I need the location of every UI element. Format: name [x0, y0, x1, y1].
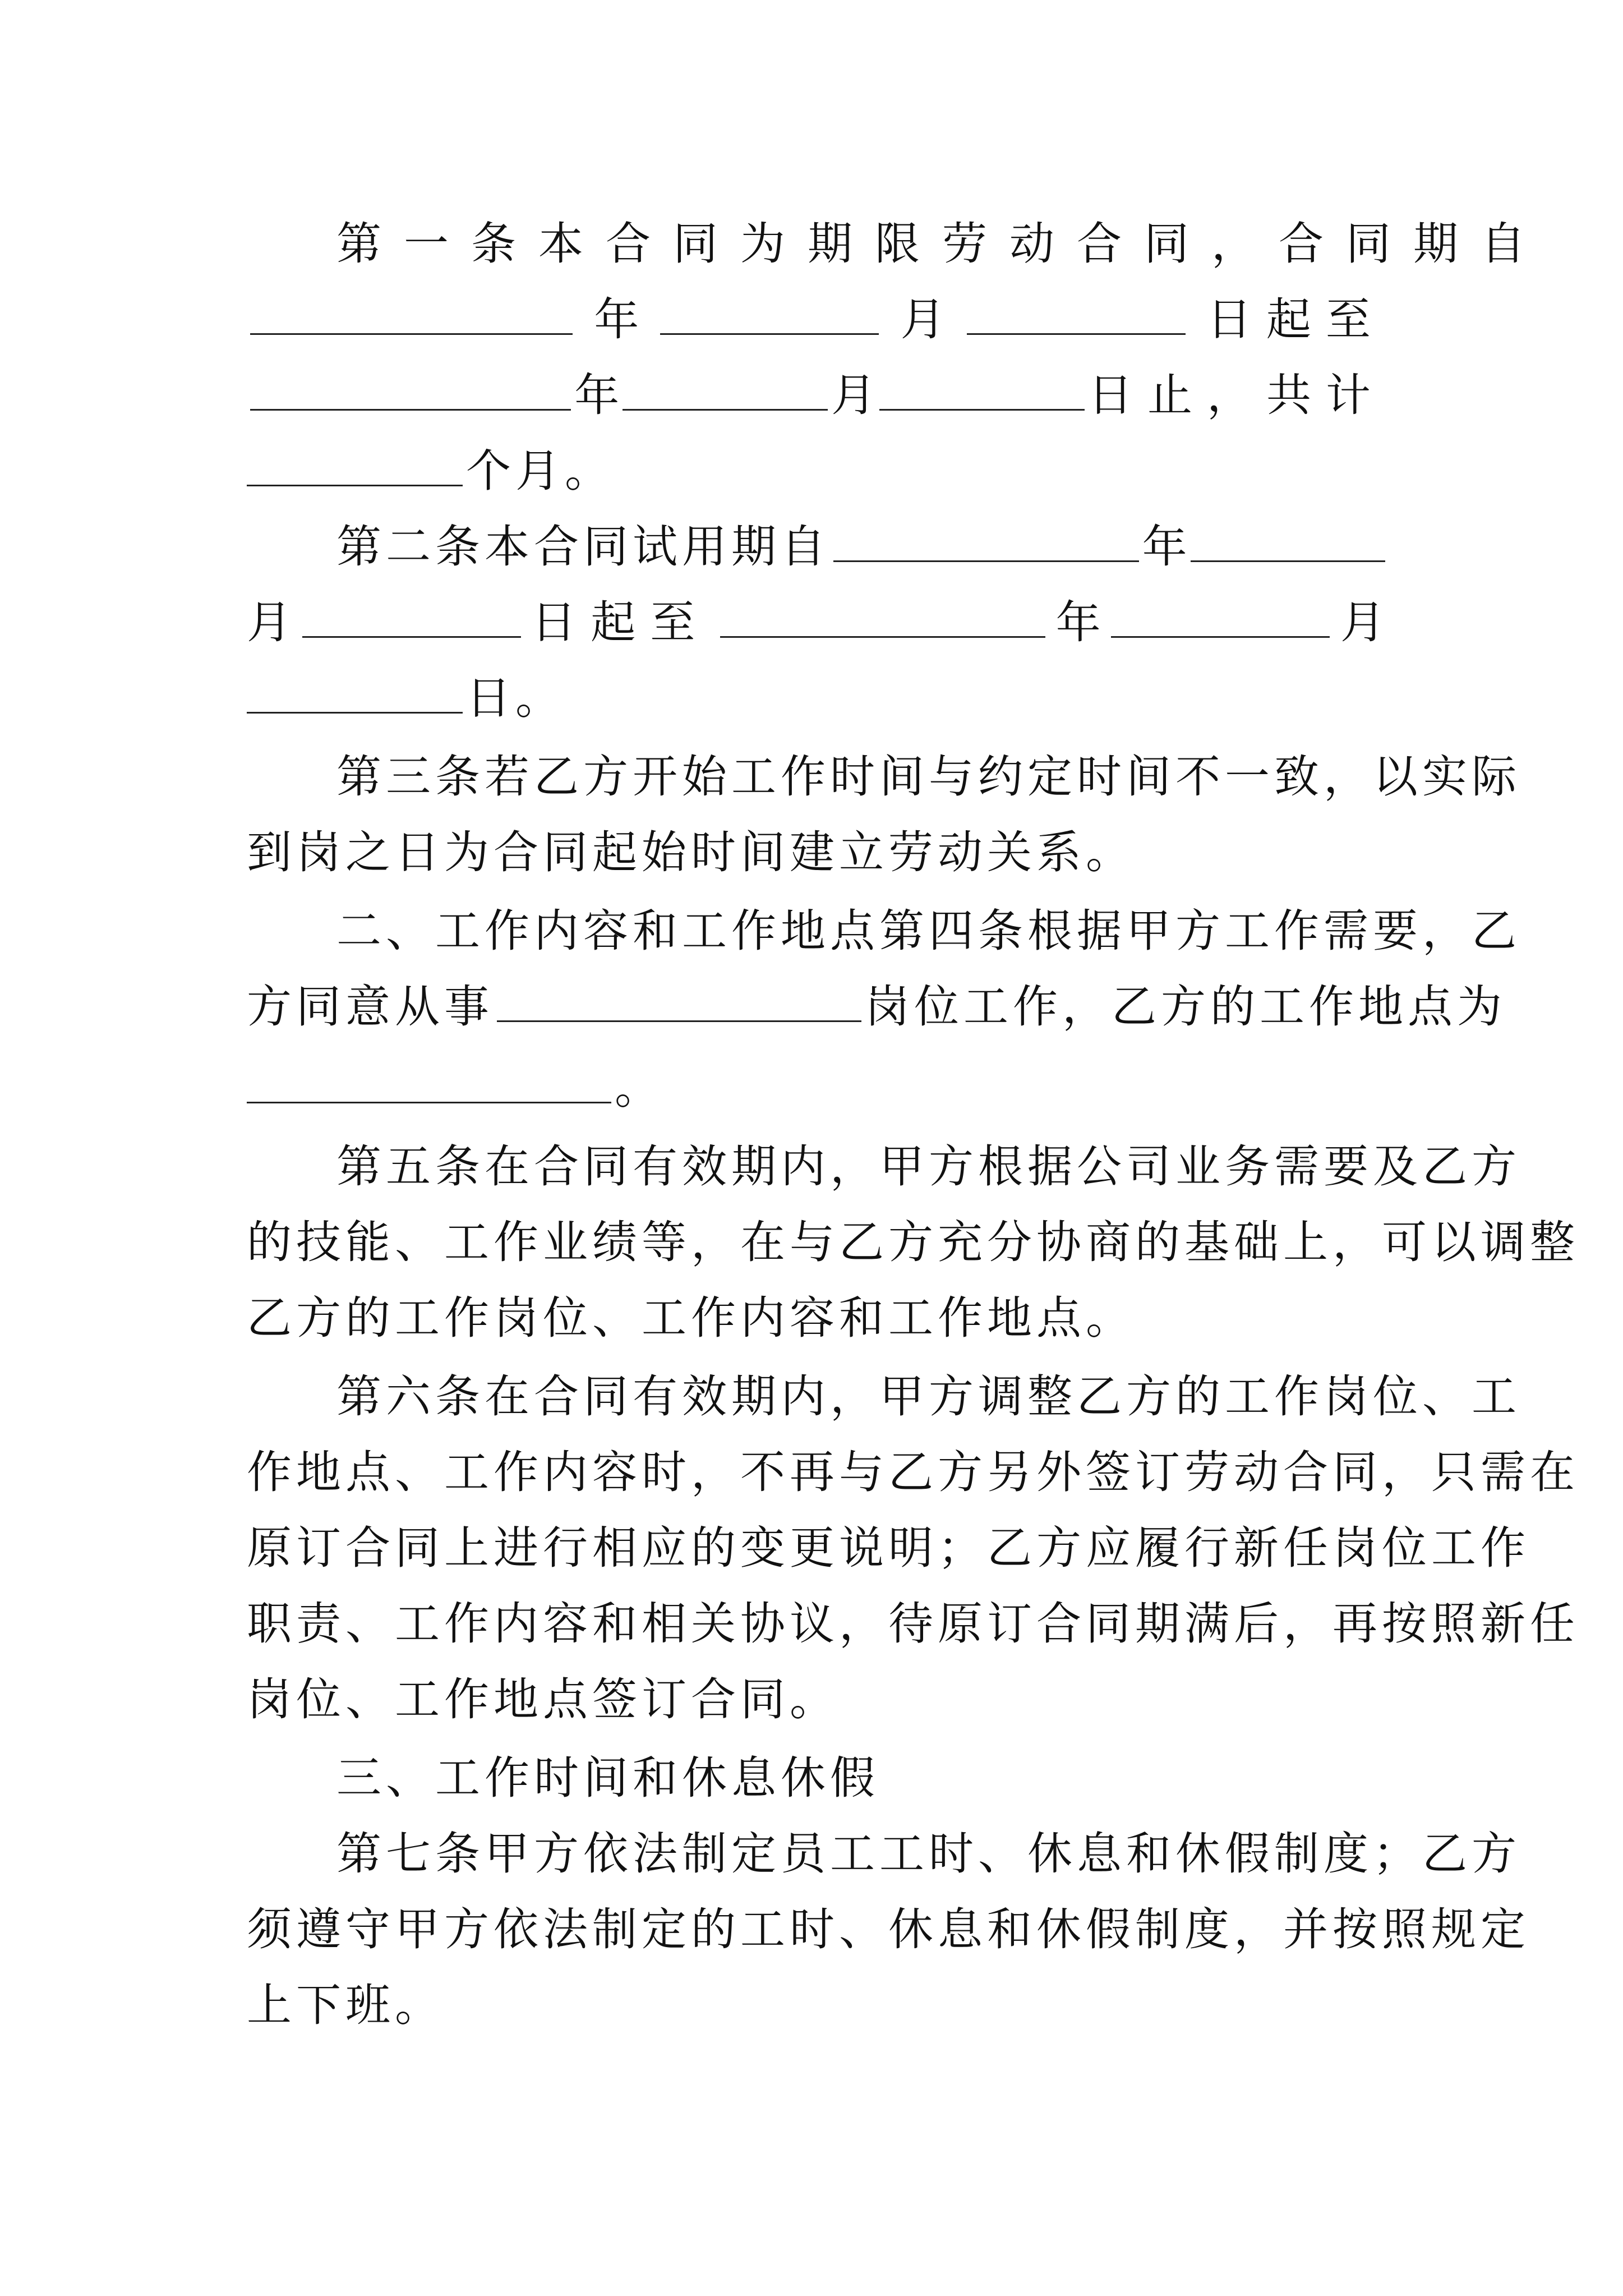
para-3-line-2: 到岗之日为合同起始时间建立劳动关系。	[247, 826, 1135, 878]
blank-start-month[interactable]	[660, 294, 879, 335]
para-4-line-3	[247, 1055, 1385, 1122]
section-heading-work-hours: 三、工作时间和休息休假	[336, 1752, 879, 1804]
blank-trial-end-year[interactable]	[720, 597, 1045, 638]
label-year: 年	[1055, 596, 1101, 648]
para-5-line-3: 乙方的工作岗位、工作内容和工作地点。	[247, 1292, 1135, 1344]
blank-trial-start-year[interactable]	[833, 521, 1139, 562]
para-5-line-1: 第五条在合同有效期内，甲方根据公司业务需要及乙方	[336, 1140, 1521, 1193]
label-day-start: 日起至	[1206, 293, 1385, 346]
para-6-line-1: 第六条在合同有效期内，甲方调整乙方的工作岗位、工	[336, 1370, 1521, 1423]
label-day-end: 日止，共计	[1088, 369, 1386, 421]
para-4-lead: 方同意从事	[247, 981, 494, 1033]
label-year: 年	[574, 369, 620, 421]
para-6-line-4: 职责、工作内容和相关协议，待原订合同期满后，再按照新任	[247, 1598, 1579, 1650]
blank-trial-start-day[interactable]	[302, 597, 521, 638]
para-3-line-1: 第三条若乙方开始工作时间与约定时间不一致，以实际	[336, 751, 1521, 803]
para-2-line-2	[247, 589, 1385, 656]
para-1-line-3	[247, 362, 1385, 429]
para-1-line-4	[247, 438, 1385, 505]
blank-trial-end-day[interactable]	[247, 673, 463, 714]
para-6-line-2: 作地点、工作内容时，不再与乙方另外签订劳动合同，只需在	[247, 1446, 1579, 1498]
blank-end-day[interactable]	[879, 370, 1085, 411]
para-1-line-2	[247, 286, 1385, 353]
para-8-line-3: 上下班。	[247, 1979, 444, 2031]
para-5-line-2: 的技能、工作业绩等，在与乙方充分协商的基础上，可以调整	[247, 1216, 1579, 1268]
para-6-line-3: 原订合同上进行相应的变更说明；乙方应履行新任岗位工作	[247, 1522, 1530, 1574]
blank-trial-start-month[interactable]	[1191, 521, 1385, 562]
label-year: 年	[594, 293, 639, 346]
para-1-line-1: 第一条本合同为期限劳动合同，合同期自	[336, 218, 1548, 270]
blank-start-day[interactable]	[967, 294, 1186, 335]
para-4-end: 。	[615, 1062, 664, 1114]
para-2-line-1	[336, 513, 1385, 581]
label-year: 年	[1142, 521, 1187, 573]
para-4-line-1: 二、工作内容和工作地点第四条根据甲方工作需要，乙	[336, 905, 1521, 957]
label-months: 个月。	[466, 445, 614, 497]
label-day-start: 日起至	[531, 596, 710, 648]
label-day-end: 日。	[466, 672, 565, 724]
para-4-tail: 岗位工作，乙方的工作地点为	[865, 981, 1506, 1033]
blank-position[interactable]	[497, 981, 861, 1022]
label-month: 月	[831, 369, 877, 421]
para-6-line-5: 岗位、工作地点签订合同。	[247, 1673, 839, 1726]
para-2-line-3	[247, 665, 1385, 732]
para-8-line-2: 须遵守甲方依法制定的工时、休息和休假制度，并按照规定	[247, 1903, 1530, 1955]
label-month: 月	[247, 596, 292, 648]
blank-work-location[interactable]	[247, 1062, 611, 1103]
para-4-line-2	[247, 973, 1506, 1041]
para-2-lead: 第二条本合同试用期自	[336, 521, 830, 573]
blank-trial-end-month[interactable]	[1111, 597, 1330, 638]
blank-end-year[interactable]	[250, 370, 571, 411]
label-month: 月	[1340, 596, 1385, 648]
label-month: 月	[900, 293, 946, 346]
blank-total-months[interactable]	[247, 445, 463, 486]
para-8-line-1: 第七条甲方依法制定员工工时、休息和休假制度；乙方	[336, 1828, 1521, 1880]
blank-start-year[interactable]	[250, 294, 573, 335]
blank-end-month[interactable]	[623, 370, 828, 411]
